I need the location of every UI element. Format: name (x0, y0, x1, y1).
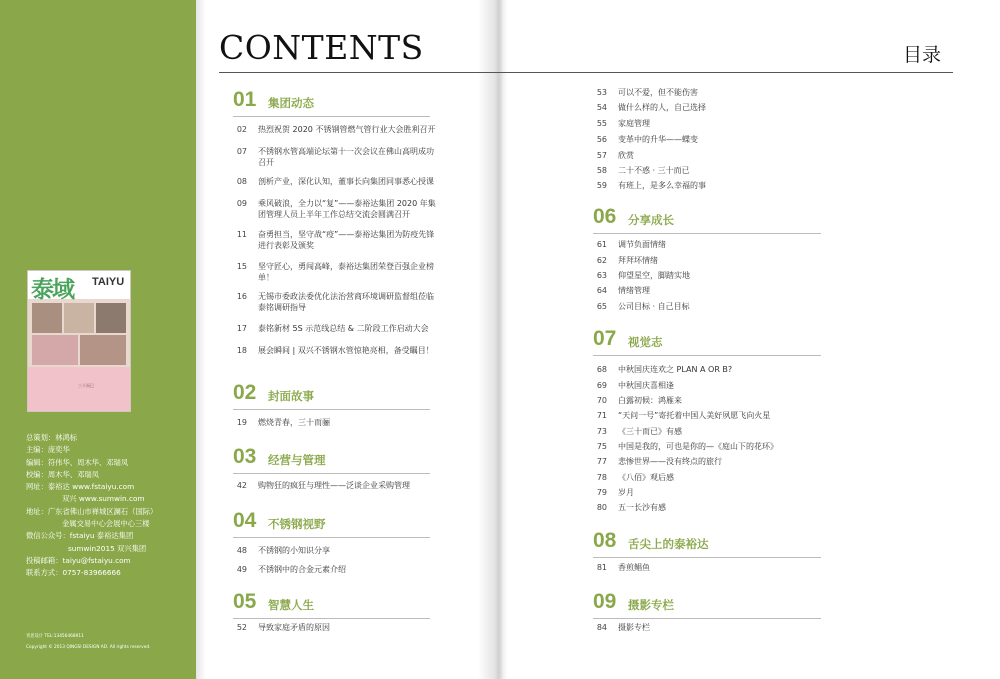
toc-entry-title: 变革中的升华——蝶变 (618, 135, 698, 144)
toc-page-number: 56 (596, 135, 607, 144)
credit-row: 主编：庞奕华 (26, 445, 70, 455)
credit-label: 网址 (26, 482, 41, 492)
toc-page-number: 08 (236, 177, 247, 186)
toc-page-number: 78 (596, 473, 607, 482)
toc-entry-title: 五一长沙有感 (618, 503, 666, 512)
toc-entry-title: 中秋国庆连欢之 PLAN A OR B? (618, 365, 733, 374)
toc-page-number: 75 (596, 442, 607, 451)
page-title-cn: 目录 (903, 44, 942, 66)
cover-brand: TAIYU (92, 276, 125, 288)
section-title: 舌尖上的泰裕达 (628, 537, 709, 551)
toc-entry-title: 可以不爱，但不能伤害 (618, 88, 698, 97)
credit-value: 0757-83966666 (62, 568, 121, 578)
toc-page-number: 80 (596, 503, 607, 512)
toc-page-number: 69 (596, 381, 607, 390)
credit-row: 地址：广东省佛山市禅城区澜石（国际） (26, 506, 158, 516)
credit-label: 校编 (26, 469, 41, 479)
section-title: 封面故事 (268, 389, 314, 403)
credit-label: 主编 (26, 445, 41, 455)
credit-row: 总策划：林鸿标 (26, 433, 78, 442)
design-credit (26, 634, 150, 651)
credit-value: sumwin2015 双兴集团 (68, 543, 147, 553)
section-title: 集团动态 (268, 96, 314, 110)
header-divider (219, 72, 953, 73)
cover-photo (96, 303, 126, 333)
cover-logo: 泰域 (31, 276, 73, 303)
section-divider (233, 473, 430, 474)
section-title: 智慧人生 (268, 598, 314, 612)
toc-page-number: 02 (236, 125, 247, 134)
toc-page-number: 42 (236, 481, 247, 490)
section-header (233, 88, 430, 118)
section-number: 04 (233, 509, 257, 532)
toc-entry-title: 不锈钢的小知识分享 (258, 546, 330, 555)
toc-page-number: 55 (596, 119, 607, 128)
toc-page-number: 17 (236, 324, 247, 333)
credit-label: 地址 (26, 506, 41, 516)
section-divider (233, 618, 430, 619)
credit-label: 总策划 (26, 433, 48, 442)
section-number: 05 (233, 590, 257, 613)
credit-value: 广东省佛山市禅城区澜石（国际） (47, 506, 158, 516)
toc-page-number: 84 (596, 623, 607, 632)
toc-page-number: 57 (596, 151, 607, 160)
toc-entry-title: 购物狂的疯狂与理性——泛谈企业采购管理 (258, 481, 410, 490)
toc-entry-title: 白露初候：鸿雁来 (618, 396, 682, 405)
toc-entry-title: 泰铭新材 5S 示范线总结 & 二阶段工作启动大会 (258, 324, 429, 333)
credit-row: 网址：泰裕达 www.fstaiyu.com (26, 482, 135, 492)
toc-entry-title: 摄影专栏 (618, 623, 650, 632)
toc-entry-title: 做什么样的人，自己选择 (618, 103, 706, 112)
magazine-cover-thumbnail (27, 270, 131, 412)
credit-row (26, 543, 157, 555)
section-header (593, 205, 821, 235)
toc-entry-title: 香煎鲳鱼 (618, 563, 650, 572)
section-header (233, 445, 430, 475)
section-number: 06 (593, 205, 617, 228)
credits-block (26, 432, 157, 580)
toc-entry-title: 欣赏 (618, 151, 634, 160)
toc-entry-title: 剖析产业，深化认知，董事长向集团同事悉心授课 (258, 177, 434, 186)
toc-page-number: 18 (236, 346, 247, 355)
credit-value: 周木华、邓瑞凤 (47, 469, 99, 479)
toc-page-number: 52 (236, 623, 247, 632)
section-header (233, 381, 430, 411)
section-number: 08 (593, 529, 617, 552)
section-title: 分享成长 (628, 213, 674, 227)
toc-page-number: 48 (236, 546, 247, 555)
toc-entry-title: 热烈祝贺 2020 不锈钢管燃气管行业大会胜利召开 (258, 125, 436, 134)
toc-page-number: 79 (596, 488, 607, 497)
credit-label: 联系方式 (26, 568, 56, 578)
toc-page-number: 58 (596, 166, 607, 175)
toc-page-number: 16 (236, 292, 247, 301)
section-title: 经营与管理 (268, 453, 326, 467)
section-header (233, 509, 430, 539)
toc-entry-title: 拜拜坏情绪 (618, 256, 658, 265)
cover-photo (32, 303, 62, 333)
toc-entry-title: 家庭管理 (618, 119, 650, 128)
credit-value: 双兴 www.sumwin.com (62, 494, 145, 504)
section-number: 07 (593, 327, 617, 350)
section-title: 不锈钢视野 (268, 517, 326, 531)
toc-page-number: 63 (596, 271, 607, 280)
toc-entry-title: 有班上，是多么幸福的事 (618, 181, 706, 190)
toc-page-number: 68 (596, 365, 607, 374)
credit-label: 投稿邮箱 (26, 555, 56, 565)
credit-value: 泰裕达 www.fstaiyu.com (47, 482, 135, 492)
toc-page-number: 11 (236, 230, 247, 239)
toc-entry-title: 燃烧青春，三十而骊 (258, 418, 330, 427)
section-number: 09 (593, 590, 617, 613)
section-title: 摄影专栏 (628, 598, 674, 612)
toc-page-number: 19 (236, 418, 247, 427)
credit-row: 投稿邮箱：taiyu@fstaiyu.com (26, 555, 131, 565)
page-title: CONTENTS (219, 28, 424, 67)
section-header (233, 590, 430, 620)
credit-label: 微信公众号 (26, 531, 63, 541)
cover-photo (64, 303, 94, 333)
section-divider (593, 233, 821, 234)
credit-row: 编辑：符伟华、周木华、邓瑞凤 (26, 457, 129, 467)
toc-page-number: 53 (596, 88, 607, 97)
toc-entry-title: 《三十而已》有感 (618, 427, 682, 436)
toc-entry-title: 二十不惑 · 三十而已 (618, 166, 690, 175)
section-number: 01 (233, 88, 257, 111)
credit-value: 林鸿标 (55, 433, 78, 442)
section-header (593, 590, 821, 620)
toc-entry-title: 仰望星空，脚踏实地 (618, 271, 690, 280)
toc-entry-title: 岁月 (618, 488, 634, 497)
toc-entry-title: 乘风破浪，全力以“复”——泰裕达集团 2020 年集团管理人员上半年工作总结交流会圆满召开 (258, 199, 436, 219)
toc-page-number: 62 (596, 256, 607, 265)
toc-page-number: 61 (596, 240, 607, 249)
credit-row: 微信公众号：fstaiyu 泰裕达集团 (26, 531, 134, 541)
page-edge-shadow (196, 0, 206, 679)
section-number: 03 (233, 445, 257, 468)
toc-page-number: 54 (596, 103, 607, 112)
cover-photo (80, 335, 126, 365)
toc-page-number: 49 (236, 565, 247, 574)
toc-entry-title: 情绪管理 (618, 286, 650, 295)
credit-row (26, 518, 157, 530)
toc-entry-title: 无锡市委政法委优化法治营商环境调研监督组莅临泰铭调研指导 (258, 292, 434, 312)
toc-entry-title: “天问一号”寄托着中国人美好夙愿飞向火星 (618, 411, 771, 420)
toc-entry-title: 展会瞬间 | 双兴不锈钢水管惊艳亮相，备受瞩目！ (258, 346, 434, 355)
toc-entry-title: 调节负面情绪 (618, 240, 666, 249)
cover-photo (32, 335, 78, 365)
toc-page-number: 77 (596, 457, 607, 466)
section-header (593, 529, 821, 559)
cover-banner (28, 367, 130, 411)
credit-value: 庞奕华 (47, 445, 70, 455)
toc-page-number: 70 (596, 396, 607, 405)
design-contact: 青思设计 TEL:13456468911 (26, 634, 84, 639)
toc-entry-title: 《八佰》观后感 (618, 473, 674, 482)
toc-entry-title: 不锈钢中的合金元素介绍 (258, 565, 346, 574)
book-spine (478, 0, 508, 679)
credit-value: fstaiyu 泰裕达集团 (69, 531, 134, 541)
section-divider (233, 409, 430, 410)
toc-entry-title: 中国是我的，可也是你的—《庭山下的花环》 (618, 442, 778, 451)
toc-entry-title: 悲惨世界——没有终点的旅行 (618, 457, 722, 466)
section-divider (593, 557, 821, 558)
toc-page-number: 64 (596, 286, 607, 295)
toc-entry-title: 导致家庭矛盾的原因 (258, 623, 330, 632)
section-header (593, 327, 821, 357)
credit-label: 编辑 (26, 457, 41, 467)
section-number: 02 (233, 381, 257, 404)
credit-row: 联系方式：0757-83966666 (26, 568, 121, 578)
section-divider (233, 116, 430, 117)
credit-value: taiyu@fstaiyu.com (62, 555, 131, 565)
toc-page-number: 09 (236, 199, 247, 208)
section-divider (233, 537, 430, 538)
toc-page-number: 65 (596, 302, 607, 311)
section-divider (593, 355, 821, 356)
credit-value: 金属交易中心会展中心三楼 (62, 519, 150, 529)
section-divider (593, 618, 821, 619)
credit-row (26, 493, 157, 505)
toc-page-number: 81 (596, 563, 607, 572)
toc-entry-title: 不锈钢水管高端论坛第十一次会议在佛山高明成功召开 (258, 147, 434, 167)
cover-caption: 三十而已 (78, 383, 94, 388)
toc-entry-title: 坚守匠心，勇闯高峰，泰裕达集团荣登百强企业榜单！ (258, 262, 434, 282)
design-copyright: Copyright © 2013 QINGSI DESIGN AD. All rights reserved. (26, 645, 151, 650)
toc-entry-title: 公司目标 · 自己目标 (618, 302, 690, 311)
credit-value: 符伟华、周木华、邓瑞凤 (47, 457, 129, 467)
toc-page-number: 73 (596, 427, 607, 436)
toc-page-number: 07 (236, 147, 247, 156)
toc-page-number: 71 (596, 411, 607, 420)
toc-page-number: 59 (596, 181, 607, 190)
toc-page-number: 15 (236, 262, 247, 271)
section-title: 视觉志 (628, 335, 663, 349)
toc-entry-title: 奋勇担当，坚守战“疫”——泰裕达集团为防疫先锋进行表彰及颁奖 (258, 230, 435, 250)
credit-row: 校编：周木华、邓瑞凤 (26, 469, 99, 479)
toc-entry-title: 中秋国庆喜相逢 (618, 381, 674, 390)
